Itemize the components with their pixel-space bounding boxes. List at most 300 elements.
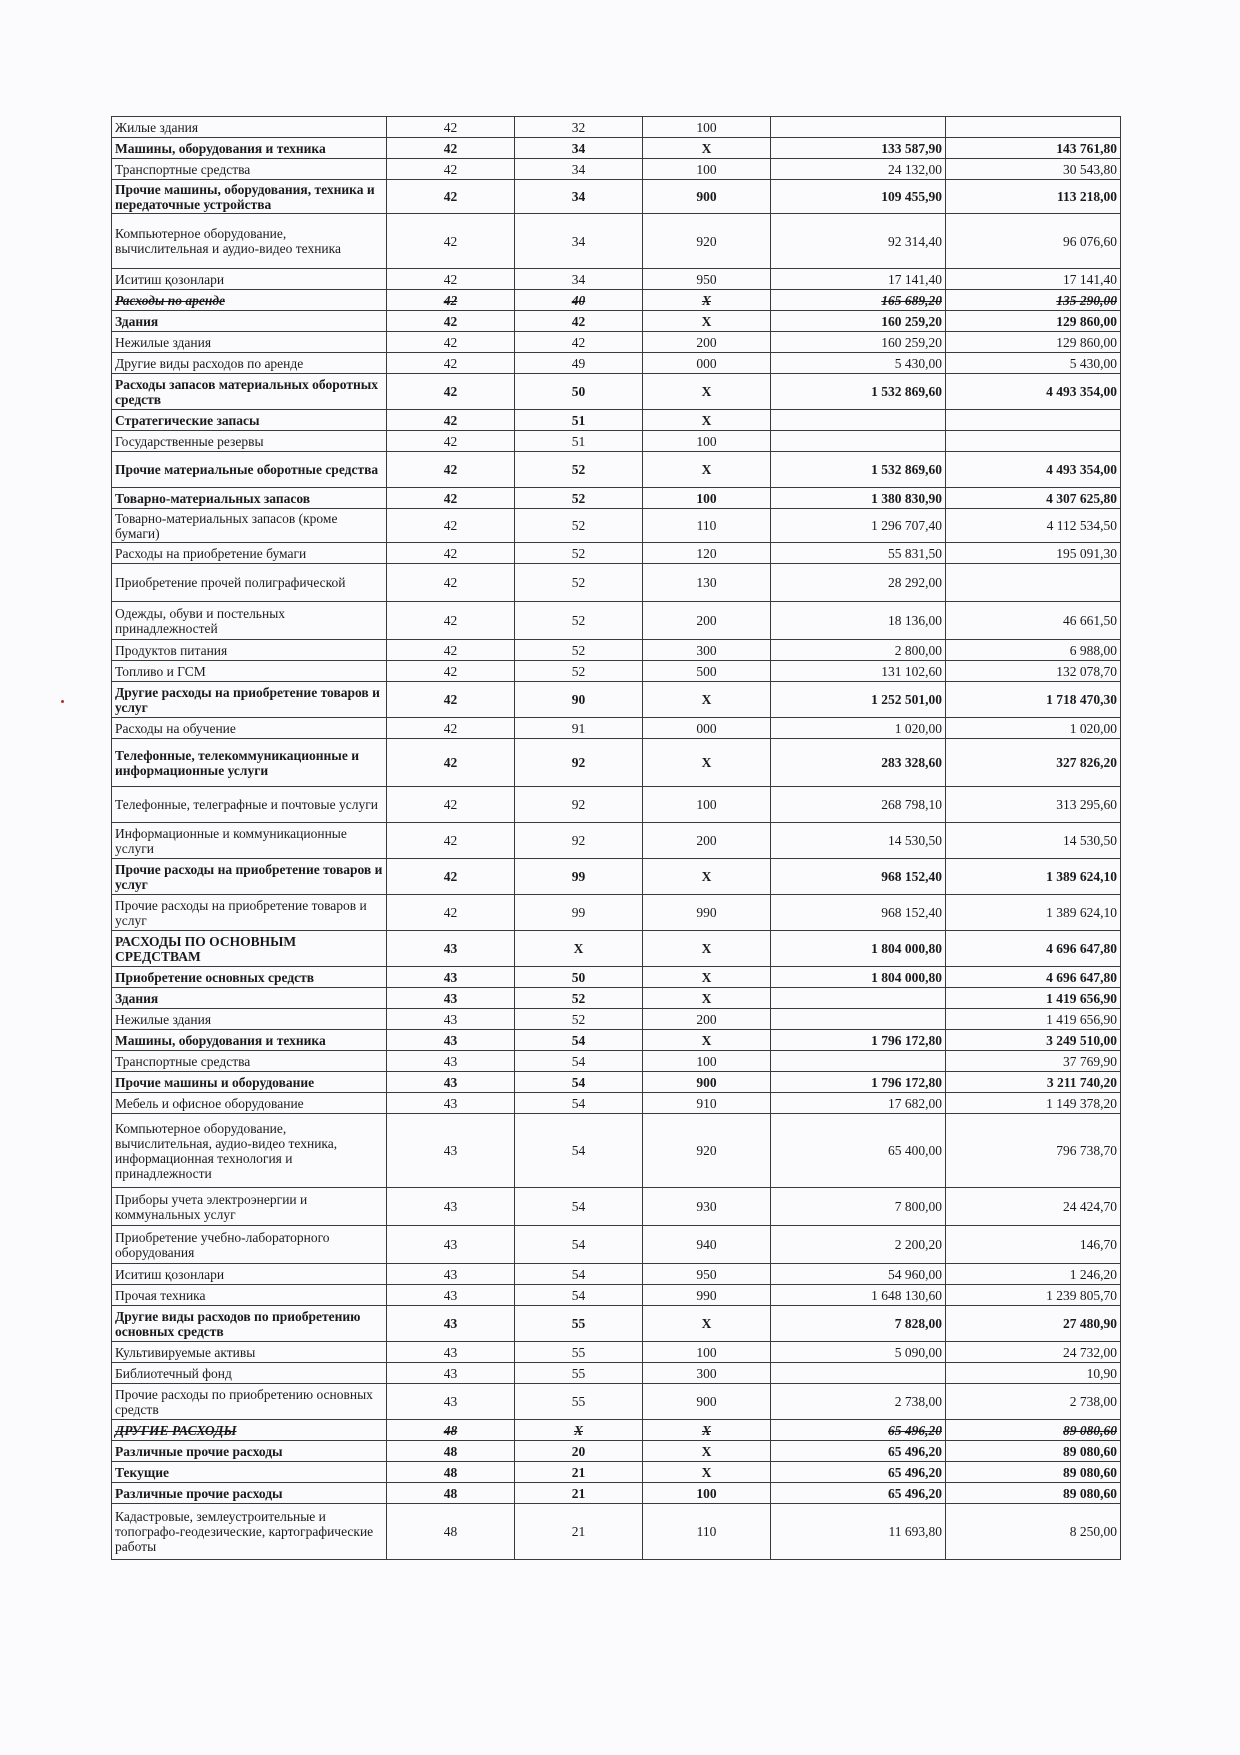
table-row: [112, 117, 1121, 138]
row-code-b-cell: 92: [515, 823, 643, 859]
expense-table: [111, 116, 1121, 1560]
row-code-b-cell: 34: [515, 138, 643, 159]
table-row: [112, 159, 1121, 180]
table-row: [112, 787, 1121, 823]
row-code-a-cell: 42: [387, 117, 515, 138]
table-row: [112, 1483, 1121, 1504]
row-code-a-cell: 43: [387, 1384, 515, 1420]
row-code-c-cell: 000: [643, 353, 771, 374]
row-code-a-cell: 43: [387, 1009, 515, 1030]
row-code-b-cell: 40: [515, 290, 643, 311]
row-name-cell: Здания: [112, 311, 387, 332]
table-row: [112, 290, 1121, 311]
row-code-b-cell: 55: [515, 1363, 643, 1384]
row-code-a-cell: 43: [387, 1051, 515, 1072]
table-row: [112, 1093, 1121, 1114]
row-value-1-cell: 2 738,00: [771, 1384, 946, 1420]
row-value-2-cell: 3 211 740,20: [946, 1072, 1121, 1093]
table-row: [112, 1009, 1121, 1030]
table-row: [112, 1363, 1121, 1384]
row-code-c-cell: 900: [643, 1384, 771, 1420]
row-name-cell: Прочая техника: [112, 1285, 387, 1306]
row-code-b-cell: 55: [515, 1384, 643, 1420]
row-code-c-cell: 200: [643, 332, 771, 353]
row-value-2-cell: 17 141,40: [946, 269, 1121, 290]
row-code-a-cell: 42: [387, 895, 515, 931]
row-code-b-cell: 54: [515, 1030, 643, 1051]
row-code-b-cell: 51: [515, 431, 643, 452]
row-value-1-cell: 7 828,00: [771, 1306, 946, 1342]
row-code-b-cell: 52: [515, 602, 643, 640]
row-code-b-cell: 20: [515, 1441, 643, 1462]
row-code-b-cell: X: [515, 931, 643, 967]
row-value-1-cell: 968 152,40: [771, 859, 946, 895]
row-code-a-cell: 42: [387, 682, 515, 718]
row-code-b-cell: 51: [515, 410, 643, 431]
row-value-2-cell: 1 020,00: [946, 718, 1121, 739]
row-code-c-cell: X: [643, 739, 771, 787]
table-row: [112, 374, 1121, 410]
row-code-b-cell: 90: [515, 682, 643, 718]
row-value-1-cell: 1 532 869,60: [771, 452, 946, 488]
row-value-1-cell: 268 798,10: [771, 787, 946, 823]
row-code-a-cell: 42: [387, 374, 515, 410]
row-code-b-cell: 92: [515, 787, 643, 823]
row-code-c-cell: X: [643, 1420, 771, 1441]
table-row: [112, 1072, 1121, 1093]
row-code-a-cell: 42: [387, 332, 515, 353]
row-value-2-cell: 1 389 624,10: [946, 859, 1121, 895]
row-value-1-cell: 24 132,00: [771, 159, 946, 180]
row-value-1-cell: [771, 988, 946, 1009]
table-row: [112, 509, 1121, 543]
row-value-2-cell: 24 732,00: [946, 1342, 1121, 1363]
table-row: [112, 488, 1121, 509]
row-value-2-cell: 4 307 625,80: [946, 488, 1121, 509]
row-code-c-cell: 120: [643, 543, 771, 564]
row-name-cell: Машины, оборудования и техника: [112, 138, 387, 159]
row-value-1-cell: 1 804 000,80: [771, 967, 946, 988]
row-name-cell: Культивируемые активы: [112, 1342, 387, 1363]
table-row: [112, 931, 1121, 967]
row-value-2-cell: 24 424,70: [946, 1188, 1121, 1226]
table-row: [112, 1030, 1121, 1051]
row-value-1-cell: 65 496,20: [771, 1483, 946, 1504]
row-code-a-cell: 48: [387, 1483, 515, 1504]
row-code-b-cell: 50: [515, 967, 643, 988]
row-value-2-cell: 129 860,00: [946, 311, 1121, 332]
row-name-cell: Прочие расходы на приобретение товаров и услуг: [112, 895, 387, 931]
row-code-a-cell: 48: [387, 1462, 515, 1483]
row-code-c-cell: 130: [643, 564, 771, 602]
table-row: [112, 967, 1121, 988]
row-code-b-cell: 54: [515, 1114, 643, 1188]
row-value-2-cell: 327 826,20: [946, 739, 1121, 787]
row-code-a-cell: 43: [387, 967, 515, 988]
table-row: [112, 859, 1121, 895]
row-code-a-cell: 48: [387, 1504, 515, 1560]
row-code-b-cell: X: [515, 1420, 643, 1441]
row-code-c-cell: 100: [643, 117, 771, 138]
row-value-1-cell: 65 496,20: [771, 1441, 946, 1462]
row-value-2-cell: 135 290,00: [946, 290, 1121, 311]
row-value-1-cell: 55 831,50: [771, 543, 946, 564]
row-code-a-cell: 48: [387, 1441, 515, 1462]
row-code-b-cell: 92: [515, 739, 643, 787]
row-value-1-cell: 160 259,20: [771, 311, 946, 332]
expense-table-body: [112, 117, 1121, 1560]
table-row: [112, 269, 1121, 290]
row-code-c-cell: 100: [643, 1483, 771, 1504]
row-code-a-cell: 42: [387, 602, 515, 640]
row-value-2-cell: 195 091,30: [946, 543, 1121, 564]
table-row: [112, 661, 1121, 682]
table-row: [112, 214, 1121, 269]
row-code-b-cell: 55: [515, 1306, 643, 1342]
row-code-a-cell: 42: [387, 488, 515, 509]
row-value-1-cell: 1 796 172,80: [771, 1030, 946, 1051]
table-row: [112, 353, 1121, 374]
row-code-c-cell: X: [643, 931, 771, 967]
table-row: [112, 1504, 1121, 1560]
row-value-2-cell: 6 988,00: [946, 640, 1121, 661]
row-code-b-cell: 54: [515, 1188, 643, 1226]
row-code-b-cell: 52: [515, 452, 643, 488]
row-value-2-cell: 313 295,60: [946, 787, 1121, 823]
table-row: [112, 1051, 1121, 1072]
row-code-c-cell: X: [643, 311, 771, 332]
row-code-c-cell: X: [643, 967, 771, 988]
row-code-c-cell: 110: [643, 509, 771, 543]
row-code-b-cell: 54: [515, 1072, 643, 1093]
row-code-c-cell: 940: [643, 1226, 771, 1264]
row-value-1-cell: [771, 1009, 946, 1030]
row-code-b-cell: 52: [515, 509, 643, 543]
table-row: [112, 682, 1121, 718]
row-value-2-cell: [946, 410, 1121, 431]
row-code-b-cell: 42: [515, 332, 643, 353]
row-name-cell: Расходы запасов материальных оборотных средств: [112, 374, 387, 410]
table-row: [112, 332, 1121, 353]
row-value-2-cell: 4 493 354,00: [946, 374, 1121, 410]
row-code-c-cell: X: [643, 410, 771, 431]
row-value-1-cell: [771, 117, 946, 138]
row-code-c-cell: X: [643, 374, 771, 410]
row-code-c-cell: 200: [643, 1009, 771, 1030]
row-code-b-cell: 52: [515, 640, 643, 661]
row-code-c-cell: 900: [643, 180, 771, 214]
row-code-a-cell: 42: [387, 543, 515, 564]
row-code-b-cell: 99: [515, 859, 643, 895]
table-row: [112, 823, 1121, 859]
table-row: [112, 431, 1121, 452]
row-name-cell: Нежилые здания: [112, 332, 387, 353]
table-row: [112, 1264, 1121, 1285]
row-code-a-cell: 42: [387, 180, 515, 214]
row-code-a-cell: 43: [387, 1306, 515, 1342]
row-code-b-cell: 34: [515, 269, 643, 290]
row-code-b-cell: 52: [515, 543, 643, 564]
row-value-1-cell: [771, 431, 946, 452]
row-value-1-cell: 5 090,00: [771, 1342, 946, 1363]
row-value-2-cell: 113 218,00: [946, 180, 1121, 214]
row-name-cell: Различные прочие расходы: [112, 1483, 387, 1504]
row-code-c-cell: 100: [643, 431, 771, 452]
table-row: [112, 895, 1121, 931]
row-value-1-cell: 54 960,00: [771, 1264, 946, 1285]
row-code-b-cell: 34: [515, 180, 643, 214]
row-value-2-cell: 89 080,60: [946, 1462, 1121, 1483]
row-code-b-cell: 21: [515, 1462, 643, 1483]
row-code-a-cell: 42: [387, 290, 515, 311]
row-value-2-cell: 4 696 647,80: [946, 967, 1121, 988]
row-value-2-cell: 143 761,80: [946, 138, 1121, 159]
table-row: [112, 180, 1121, 214]
table-row: [112, 1441, 1121, 1462]
row-value-2-cell: 37 769,90: [946, 1051, 1121, 1072]
row-name-cell: Другие расходы на приобретение товаров и услуг: [112, 682, 387, 718]
row-code-c-cell: 200: [643, 602, 771, 640]
row-code-b-cell: 54: [515, 1226, 643, 1264]
row-value-1-cell: 1 380 830,90: [771, 488, 946, 509]
row-value-1-cell: 65 496,20: [771, 1420, 946, 1441]
row-code-b-cell: 50: [515, 374, 643, 410]
row-name-cell: Прочие машины, оборудования, техника и передаточные устройства: [112, 180, 387, 214]
row-code-b-cell: 54: [515, 1285, 643, 1306]
row-name-cell: Жилые здания: [112, 117, 387, 138]
row-name-cell: Машины, оборудования и техника: [112, 1030, 387, 1051]
row-code-c-cell: 920: [643, 1114, 771, 1188]
row-value-2-cell: 796 738,70: [946, 1114, 1121, 1188]
row-code-a-cell: 42: [387, 787, 515, 823]
row-code-c-cell: 900: [643, 1072, 771, 1093]
row-code-a-cell: 43: [387, 1342, 515, 1363]
table-row: [112, 1114, 1121, 1188]
row-value-1-cell: 1 804 000,80: [771, 931, 946, 967]
row-code-c-cell: X: [643, 1462, 771, 1483]
row-name-cell: ДРУГИЕ РАСХОДЫ: [112, 1420, 387, 1441]
row-value-2-cell: [946, 564, 1121, 602]
row-value-2-cell: 1 389 624,10: [946, 895, 1121, 931]
row-value-1-cell: 131 102,60: [771, 661, 946, 682]
row-value-2-cell: 1 419 656,90: [946, 1009, 1121, 1030]
row-value-2-cell: 2 738,00: [946, 1384, 1121, 1420]
row-name-cell: Другие виды расходов по аренде: [112, 353, 387, 374]
row-name-cell: Одежды, обуви и постельных принадлежностей: [112, 602, 387, 640]
row-value-2-cell: 129 860,00: [946, 332, 1121, 353]
row-code-c-cell: 300: [643, 640, 771, 661]
row-code-c-cell: X: [643, 138, 771, 159]
row-value-1-cell: 14 530,50: [771, 823, 946, 859]
row-value-1-cell: 7 800,00: [771, 1188, 946, 1226]
row-code-a-cell: 42: [387, 431, 515, 452]
row-value-2-cell: 1 239 805,70: [946, 1285, 1121, 1306]
row-name-cell: Приобретение учебно-лабораторного оборудования: [112, 1226, 387, 1264]
row-value-2-cell: [946, 431, 1121, 452]
row-code-a-cell: 42: [387, 138, 515, 159]
row-value-2-cell: 89 080,60: [946, 1441, 1121, 1462]
table-row: [112, 1285, 1121, 1306]
row-code-c-cell: 100: [643, 787, 771, 823]
table-row: [112, 1462, 1121, 1483]
row-code-c-cell: 100: [643, 1342, 771, 1363]
row-code-c-cell: 910: [643, 1093, 771, 1114]
row-code-c-cell: 950: [643, 1264, 771, 1285]
row-code-a-cell: 42: [387, 509, 515, 543]
row-code-a-cell: 42: [387, 640, 515, 661]
row-value-2-cell: 132 078,70: [946, 661, 1121, 682]
row-code-b-cell: 21: [515, 1483, 643, 1504]
row-code-a-cell: 42: [387, 410, 515, 431]
row-name-cell: Топливо и ГСМ: [112, 661, 387, 682]
row-code-a-cell: 42: [387, 564, 515, 602]
table-row: [112, 1188, 1121, 1226]
row-code-a-cell: 43: [387, 1030, 515, 1051]
row-name-cell: Приобретение основных средств: [112, 967, 387, 988]
row-value-2-cell: 3 249 510,00: [946, 1030, 1121, 1051]
row-name-cell: Телефонные, телеграфные и почтовые услуги: [112, 787, 387, 823]
row-code-a-cell: 43: [387, 1188, 515, 1226]
row-value-1-cell: 968 152,40: [771, 895, 946, 931]
row-code-a-cell: 42: [387, 452, 515, 488]
row-code-b-cell: 55: [515, 1342, 643, 1363]
row-code-a-cell: 43: [387, 1226, 515, 1264]
row-value-1-cell: 165 689,20: [771, 290, 946, 311]
table-row: [112, 602, 1121, 640]
row-code-c-cell: 100: [643, 159, 771, 180]
row-name-cell: Приборы учета электроэнергии и коммунальных услуг: [112, 1188, 387, 1226]
row-code-a-cell: 43: [387, 988, 515, 1009]
row-code-a-cell: 43: [387, 1093, 515, 1114]
row-value-1-cell: 5 430,00: [771, 353, 946, 374]
row-name-cell: Библиотечный фонд: [112, 1363, 387, 1384]
row-code-a-cell: 43: [387, 1114, 515, 1188]
row-code-b-cell: 42: [515, 311, 643, 332]
row-code-b-cell: 99: [515, 895, 643, 931]
row-code-c-cell: X: [643, 988, 771, 1009]
table-row: [112, 1226, 1121, 1264]
row-value-1-cell: 18 136,00: [771, 602, 946, 640]
row-name-cell: Расходы по аренде: [112, 290, 387, 311]
row-name-cell: Транспортные средства: [112, 159, 387, 180]
row-code-a-cell: 42: [387, 859, 515, 895]
row-value-2-cell: [946, 117, 1121, 138]
row-value-1-cell: 160 259,20: [771, 332, 946, 353]
row-name-cell: Иситиш қозонлари: [112, 269, 387, 290]
row-code-c-cell: 100: [643, 1051, 771, 1072]
table-row: [112, 138, 1121, 159]
row-code-b-cell: 52: [515, 988, 643, 1009]
row-code-b-cell: 54: [515, 1051, 643, 1072]
row-value-2-cell: 4 493 354,00: [946, 452, 1121, 488]
row-value-2-cell: 1 419 656,90: [946, 988, 1121, 1009]
row-code-c-cell: X: [643, 290, 771, 311]
row-value-2-cell: 27 480,90: [946, 1306, 1121, 1342]
row-name-cell: Различные прочие расходы: [112, 1441, 387, 1462]
row-code-c-cell: X: [643, 1030, 771, 1051]
row-name-cell: Прочие расходы по приобретению основных средств: [112, 1384, 387, 1420]
row-value-1-cell: 11 693,80: [771, 1504, 946, 1560]
row-name-cell: Здания: [112, 988, 387, 1009]
row-value-1-cell: 133 587,90: [771, 138, 946, 159]
row-code-b-cell: 54: [515, 1093, 643, 1114]
row-code-c-cell: 990: [643, 1285, 771, 1306]
row-value-2-cell: 4 112 534,50: [946, 509, 1121, 543]
row-name-cell: Текущие: [112, 1462, 387, 1483]
row-code-c-cell: 300: [643, 1363, 771, 1384]
row-code-c-cell: 950: [643, 269, 771, 290]
row-code-a-cell: 48: [387, 1420, 515, 1441]
table-row: [112, 1342, 1121, 1363]
row-name-cell: Товарно-материальных запасов (кроме бумаги): [112, 509, 387, 543]
row-code-b-cell: 52: [515, 564, 643, 602]
row-code-c-cell: 200: [643, 823, 771, 859]
row-code-a-cell: 43: [387, 931, 515, 967]
row-value-1-cell: 2 800,00: [771, 640, 946, 661]
row-name-cell: Приобретение прочей полиграфической: [112, 564, 387, 602]
row-value-2-cell: 1 149 378,20: [946, 1093, 1121, 1114]
row-name-cell: Другие виды расходов по приобретению основных средств: [112, 1306, 387, 1342]
row-value-1-cell: 1 648 130,60: [771, 1285, 946, 1306]
table-row: [112, 564, 1121, 602]
row-code-c-cell: 500: [643, 661, 771, 682]
row-value-2-cell: 8 250,00: [946, 1504, 1121, 1560]
row-value-2-cell: 46 661,50: [946, 602, 1121, 640]
row-value-2-cell: 89 080,60: [946, 1483, 1121, 1504]
table-row: [112, 640, 1121, 661]
table-row: [112, 718, 1121, 739]
row-value-1-cell: 28 292,00: [771, 564, 946, 602]
row-value-1-cell: 1 532 869,60: [771, 374, 946, 410]
row-value-1-cell: 65 400,00: [771, 1114, 946, 1188]
row-value-2-cell: 1 246,20: [946, 1264, 1121, 1285]
row-value-2-cell: 96 076,60: [946, 214, 1121, 269]
table-row: [112, 1384, 1121, 1420]
row-name-cell: Товарно-материальных запасов: [112, 488, 387, 509]
row-code-a-cell: 43: [387, 1072, 515, 1093]
row-code-a-cell: 42: [387, 353, 515, 374]
row-name-cell: Прочие машины и оборудование: [112, 1072, 387, 1093]
row-code-c-cell: 000: [643, 718, 771, 739]
row-name-cell: Нежилые здания: [112, 1009, 387, 1030]
table-row: [112, 543, 1121, 564]
row-code-c-cell: 110: [643, 1504, 771, 1560]
row-code-a-cell: 42: [387, 823, 515, 859]
row-value-1-cell: 1 796 172,80: [771, 1072, 946, 1093]
table-row: [112, 311, 1121, 332]
row-code-a-cell: 42: [387, 214, 515, 269]
row-value-1-cell: 1 020,00: [771, 718, 946, 739]
row-code-b-cell: 34: [515, 214, 643, 269]
row-code-c-cell: X: [643, 1441, 771, 1462]
row-code-c-cell: X: [643, 1306, 771, 1342]
row-value-1-cell: 283 328,60: [771, 739, 946, 787]
row-code-c-cell: 100: [643, 488, 771, 509]
row-value-1-cell: 1 296 707,40: [771, 509, 946, 543]
table-row: [112, 452, 1121, 488]
table-row: [112, 410, 1121, 431]
row-code-a-cell: 42: [387, 269, 515, 290]
row-code-b-cell: 91: [515, 718, 643, 739]
row-name-cell: Транспортные средства: [112, 1051, 387, 1072]
row-name-cell: Прочие материальные оборотные средства: [112, 452, 387, 488]
row-code-b-cell: 49: [515, 353, 643, 374]
row-name-cell: Стратегические запасы: [112, 410, 387, 431]
row-value-1-cell: 17 141,40: [771, 269, 946, 290]
row-name-cell: РАСХОДЫ ПО ОСНОВНЫМ СРЕДСТВАМ: [112, 931, 387, 967]
row-code-a-cell: 42: [387, 661, 515, 682]
row-name-cell: Продуктов питания: [112, 640, 387, 661]
